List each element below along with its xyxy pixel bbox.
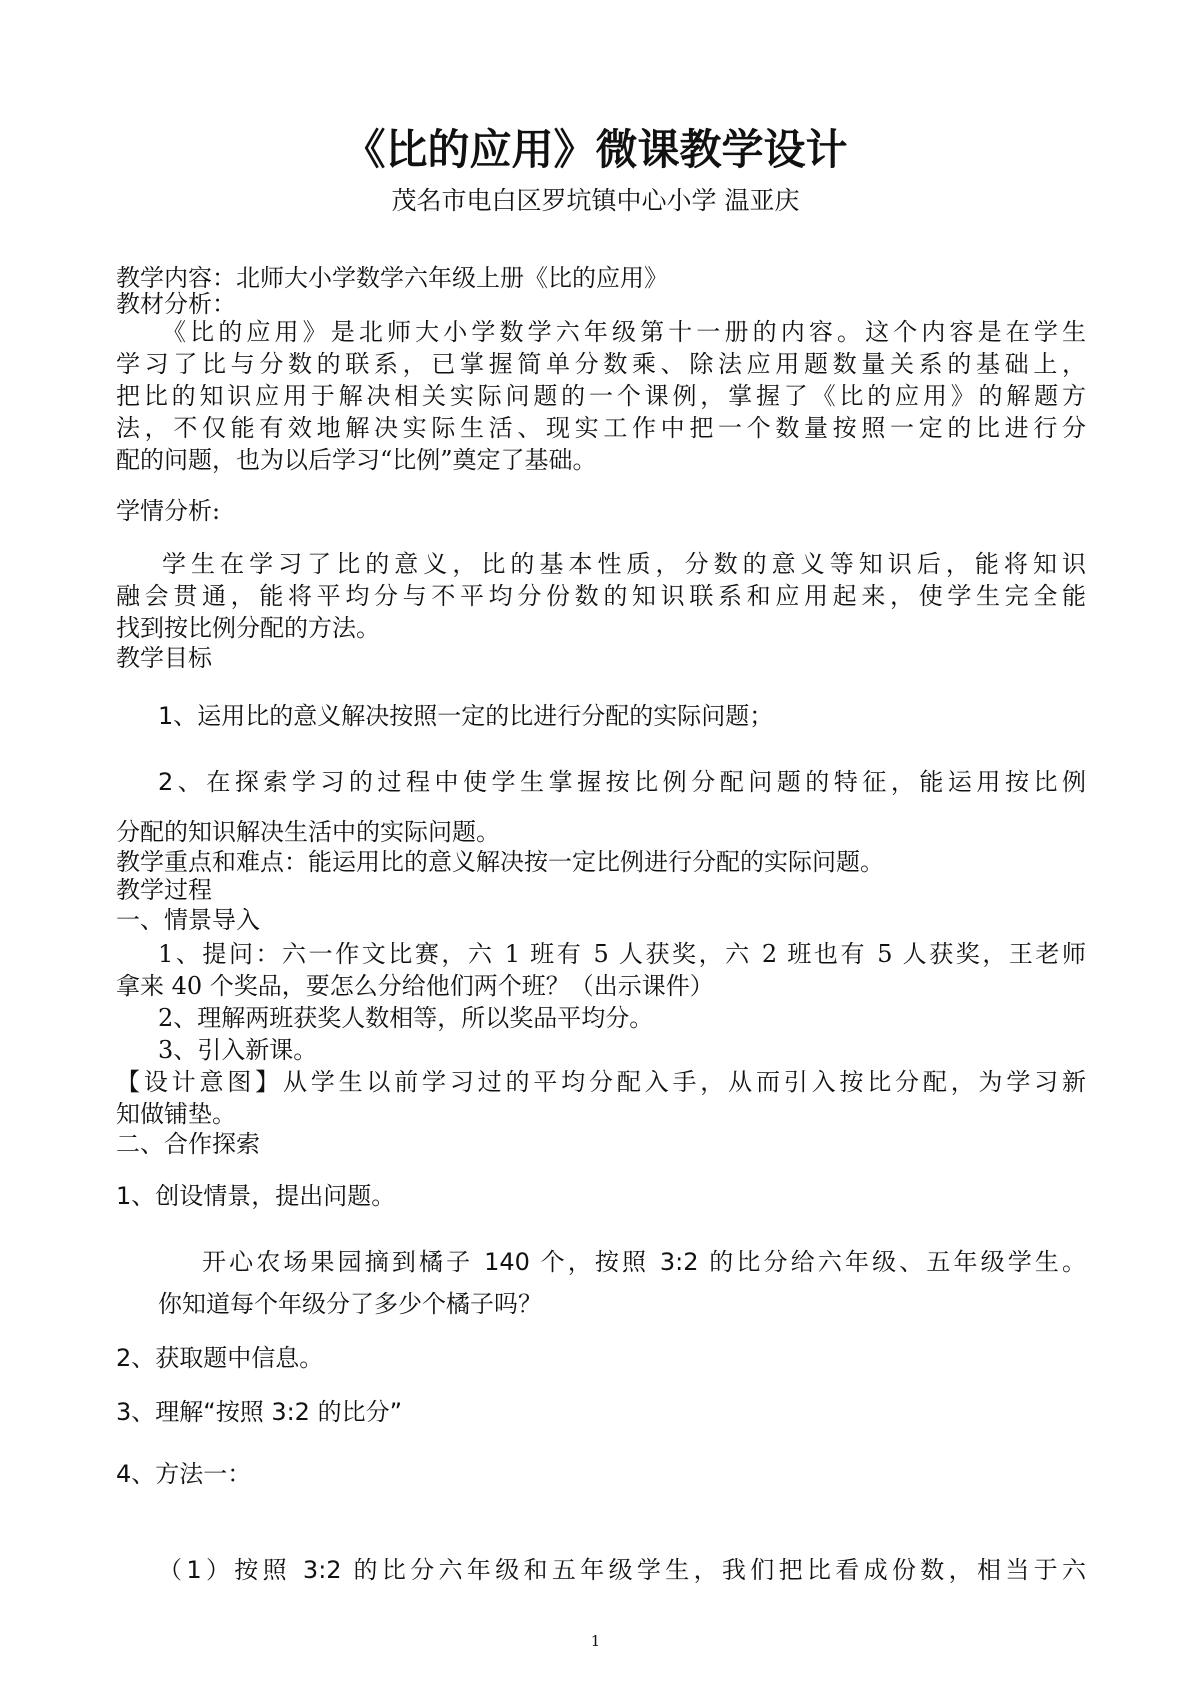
step-item: 2、获取题中信息。 — [116, 1344, 324, 1372]
paragraph-line: 2、理解两班获奖人数相等，所以奖品平均分。 — [158, 1004, 654, 1032]
paragraph-line: 开心农场果园摘到橘子 140 个，按照 3:2 的比分给六年级、五年级学生。 — [202, 1248, 1086, 1276]
step-item: 3、理解“按照 3:2 的比分” — [116, 1398, 403, 1426]
step-item: 1、创设情景，提出问题。 — [116, 1182, 396, 1210]
paragraph-line: 把比的知识应用于解决相关实际问题的一个课例，掌握了《比的应用》的解题方 — [116, 382, 1086, 410]
paragraph-line: 配的问题，也为以后学习“比例”奠定了基础。 — [116, 446, 597, 474]
paragraph-line: 3、引入新课。 — [158, 1036, 318, 1064]
page-number: 1 — [590, 1632, 601, 1650]
paragraph-line: 【设计意图】从学生以前学习过的平均分配入手，从而引入按比分配，为学习新 — [116, 1068, 1086, 1096]
objective-item: 1、运用比的意义解决按照一定的比进行分配的实际问题； — [158, 702, 774, 730]
section-heading: 二、合作探索 — [116, 1130, 260, 1158]
paragraph-line: 《比的应用》是北师大小学数学六年级第十一册的内容。这个内容是在学生 — [162, 318, 1086, 346]
section-heading: 一、情景导入 — [116, 906, 260, 934]
step-item: 4、方法一： — [116, 1460, 252, 1488]
paragraph-line: 1、提问：六一作文比赛，六 1 班有 5 人获奖，六 2 班也有 5 人获奖，王老师 — [158, 940, 1086, 968]
paragraph-line: 学生在学习了比的意义，比的基本性质，分数的意义等知识后，能将知识 — [162, 550, 1086, 578]
section-heading: 学情分析: — [116, 497, 221, 525]
paragraph-line: 法，不仅能有效地解决实际生活、现实工作中把一个数量按照一定的比进行分 — [116, 414, 1086, 442]
document-author: 茂名市电白区罗坑镇中心小学 温亚庆 — [391, 186, 800, 215]
paragraph-line: 分配的知识解决生活中的实际问题。 — [116, 818, 500, 846]
section-heading: 教学目标 — [116, 644, 212, 672]
paragraph-line: 融会贯通，能将平均分与不平均分份数的知识联系和应用起来，使学生完全能 — [116, 582, 1086, 610]
objective-item: 2、在探索学习的过程中使学生掌握按比例分配问题的特征，能运用按比例 — [158, 768, 1086, 796]
paragraph-line: 学习了比与分数的联系，已掌握简单分数乘、除法应用题数量关系的基础上， — [116, 350, 1086, 378]
document-title: 《比的应用》微课教学设计 — [343, 125, 848, 174]
paragraph-line: 教学重点和难点：能运用比的意义解决按一定比例进行分配的实际问题。 — [116, 848, 884, 876]
paragraph-line: （1）按照 3:2 的比分六年级和五年级学生，我们把比看成份数，相当于六 — [158, 1556, 1086, 1584]
paragraph-line: 你知道每个年级分了多少个橘子吗？ — [158, 1290, 542, 1318]
paragraph-line: 拿来 40 个奖品，要怎么分给他们两个班？（出示课件） — [116, 972, 714, 1000]
paragraph-line: 找到按比例分配的方法。 — [116, 614, 380, 642]
paragraph-line: 知做铺垫。 — [116, 1100, 236, 1128]
section-heading: 教学过程 — [116, 876, 212, 904]
section-heading: 教材分析： — [116, 290, 236, 318]
paragraph-line: 教学内容：北师大小学数学六年级上册《比的应用》 — [116, 264, 668, 292]
